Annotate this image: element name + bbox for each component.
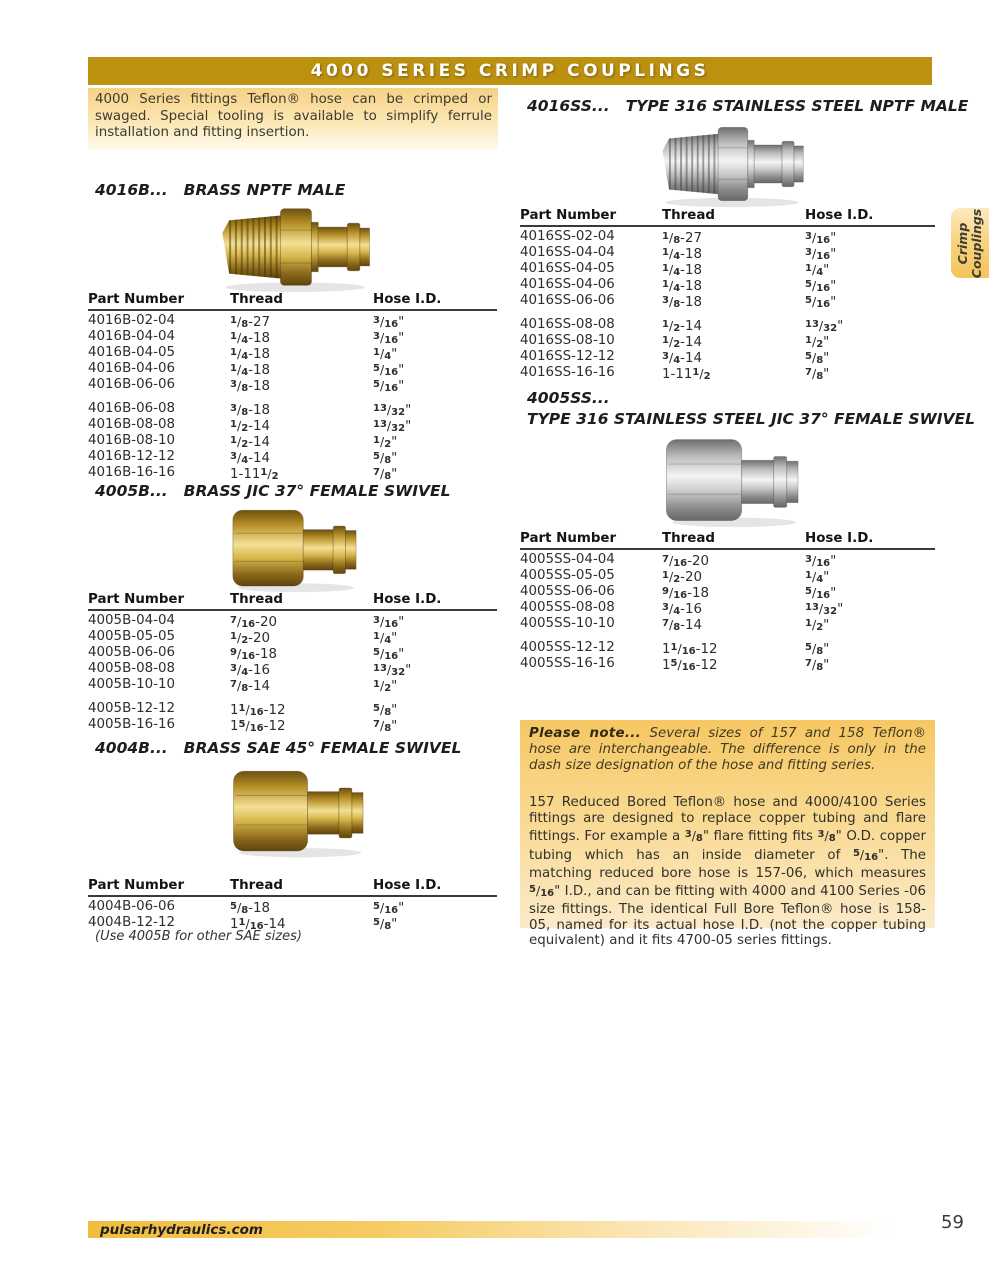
table-cell: $^{13}$/32" bbox=[805, 601, 844, 617]
stainless-jic-female-swivel-fitting-photo bbox=[652, 434, 820, 528]
brass-nptf-male-fitting-photo bbox=[211, 201, 379, 293]
table-cell: $^1$/2" bbox=[805, 334, 830, 350]
fraction: $^1$/4 bbox=[373, 630, 392, 646]
table-cell: $^5$/16" bbox=[373, 362, 405, 378]
table-row bbox=[88, 661, 497, 677]
table-cell: $^1$/4-18 bbox=[230, 362, 271, 378]
table-cell: 4016B-16-16 bbox=[88, 465, 176, 480]
table-cell: $^1$/2" bbox=[373, 434, 398, 450]
stainless-nptf-male-fitting-photo bbox=[649, 120, 815, 208]
table-cell: 4016B-06-08 bbox=[88, 401, 176, 416]
col-header-thread: Thread bbox=[662, 208, 715, 223]
table-cell: $^5$/8" bbox=[373, 916, 398, 932]
table-cell: $^3$/4-16 bbox=[662, 601, 703, 617]
fraction: $^5$/16 bbox=[529, 882, 555, 899]
col-header-hose-id: Hose I.D. bbox=[373, 878, 442, 893]
table-cell: 4004B-06-06 bbox=[88, 899, 176, 914]
fraction: $^5$/16 bbox=[805, 585, 831, 601]
fraction: $^1$/16 bbox=[238, 916, 264, 932]
table-cell: $1^1/16-12$ bbox=[662, 641, 718, 657]
fraction: $^3$/16 bbox=[373, 330, 399, 346]
table-cell: $^1$/8-27 bbox=[662, 230, 703, 246]
fraction: $^5$/16 bbox=[373, 362, 399, 378]
fraction: $^3$/4 bbox=[230, 662, 249, 678]
table-row bbox=[520, 317, 935, 333]
table-row bbox=[520, 229, 935, 245]
table-header-row bbox=[88, 592, 497, 611]
table-body bbox=[520, 227, 935, 381]
table-cell: $^7$/8-14 bbox=[662, 617, 703, 633]
fraction: $^3$/8 bbox=[230, 402, 249, 418]
table-cell: 4016SS-08-10 bbox=[520, 333, 615, 348]
table-row bbox=[88, 465, 497, 481]
table-row bbox=[520, 261, 935, 277]
table-body bbox=[88, 897, 497, 931]
table-row bbox=[520, 245, 935, 261]
table-cell: $^3$/8-18 bbox=[230, 378, 271, 394]
fraction: $^1$/8 bbox=[662, 230, 681, 246]
fraction: $^3$/16 bbox=[373, 614, 399, 630]
table-cell: $^5$/8-18 bbox=[230, 900, 271, 916]
table-cell: $^5$/16" bbox=[805, 278, 837, 294]
fraction: $^3$/8 bbox=[817, 827, 836, 844]
table-cell: $^3$/16" bbox=[373, 614, 405, 630]
table-cell: 4005SS-12-12 bbox=[520, 640, 615, 655]
table-row bbox=[88, 329, 497, 345]
section-title-4005b bbox=[95, 482, 451, 500]
col-header-part-number: Part Number bbox=[88, 592, 185, 607]
fraction: $^7$/8 bbox=[230, 678, 249, 694]
table-header-row bbox=[88, 878, 497, 897]
fraction: $^1$/2 bbox=[230, 418, 249, 434]
table-cell: 4005B-08-08 bbox=[88, 661, 176, 676]
table-cell: 4005SS-05-05 bbox=[520, 568, 615, 583]
table-cell: $^7$/16-20 bbox=[230, 614, 277, 630]
table-cell: $^7$/8" bbox=[373, 466, 398, 482]
fraction: $^1$/16 bbox=[238, 702, 264, 718]
table-row bbox=[520, 640, 935, 656]
table-cell: $^1$/4-18 bbox=[662, 246, 703, 262]
table-cell: $^7$/8" bbox=[373, 718, 398, 734]
table-cell: 4005SS-10-10 bbox=[520, 616, 615, 631]
brass-jic-female-swivel-fitting-photo bbox=[222, 505, 374, 593]
table-row bbox=[88, 899, 497, 915]
table-cell: 4016SS-12-12 bbox=[520, 349, 615, 364]
fraction: $^3$/16 bbox=[805, 230, 831, 246]
section-name: BRASS SAE 45° FEMALE SWIVEL bbox=[183, 739, 462, 757]
fraction: $^{13}$/32 bbox=[373, 402, 406, 418]
fraction: $^1$/2 bbox=[373, 434, 392, 450]
fraction: $^7$/8 bbox=[805, 366, 824, 382]
table-row bbox=[520, 365, 935, 381]
table-cell: $^1$/4-18 bbox=[662, 262, 703, 278]
table-row bbox=[88, 417, 497, 433]
table-cell: 4016B-08-10 bbox=[88, 433, 176, 448]
table-cell: $^7$/8" bbox=[805, 657, 830, 673]
col-header-thread: Thread bbox=[230, 592, 283, 607]
fraction: $^3$/16 bbox=[373, 314, 399, 330]
fraction: $^5$/8 bbox=[373, 702, 392, 718]
fraction: $^5$/16 bbox=[373, 900, 399, 916]
fraction: $^1$/4 bbox=[230, 362, 249, 378]
table-row bbox=[520, 293, 935, 309]
table-cell: $1^1/16-14$ bbox=[230, 916, 286, 932]
table-cell: 4005B-16-16 bbox=[88, 717, 176, 732]
table-cell: $1^5/16-12$ bbox=[662, 657, 718, 673]
fraction: $^1$/4 bbox=[662, 262, 681, 278]
table-row bbox=[520, 568, 935, 584]
page-number: 59 bbox=[941, 1212, 964, 1233]
table-row bbox=[88, 361, 497, 377]
table-header-row bbox=[520, 531, 935, 550]
section-code: 4016SS... bbox=[527, 97, 610, 115]
section-title-4004b bbox=[95, 739, 461, 757]
table-cell: 4016B-06-06 bbox=[88, 377, 176, 392]
fraction: $^3$/4 bbox=[662, 350, 681, 366]
table-cell: 4005B-06-06 bbox=[88, 645, 176, 660]
table-cell: 4016B-04-05 bbox=[88, 345, 176, 360]
table-cell: 4016SS-08-08 bbox=[520, 317, 615, 332]
table-cell: 4016SS-04-05 bbox=[520, 261, 615, 276]
fraction: $^5$/16 bbox=[852, 847, 879, 864]
table-row bbox=[520, 600, 935, 616]
fraction: $^{13}$/32 bbox=[373, 662, 406, 678]
parts-table-4005ss bbox=[520, 531, 935, 672]
table-cell: $^5$/16" bbox=[373, 900, 405, 916]
table-row bbox=[88, 613, 497, 629]
fraction: $^7$/8 bbox=[373, 718, 392, 734]
table-row bbox=[88, 629, 497, 645]
table-cell: $1-11^1/2$ bbox=[662, 366, 711, 382]
table-cell: $^5$/16" bbox=[805, 585, 837, 601]
col-header-hose-id: Hose I.D. bbox=[805, 208, 874, 223]
table-cell: $^1$/2-20 bbox=[662, 569, 703, 585]
table-cell: $^3$/8-18 bbox=[662, 294, 703, 310]
fraction: $^7$/8 bbox=[373, 466, 392, 482]
fraction: $^5$/16 bbox=[373, 646, 399, 662]
table-row bbox=[88, 345, 497, 361]
table-cell: $^{13}$/32" bbox=[373, 662, 412, 678]
table-cell: $^1$/2-20 bbox=[230, 630, 271, 646]
table-row bbox=[520, 584, 935, 600]
table-row bbox=[88, 377, 497, 393]
please-note-box bbox=[520, 720, 935, 949]
fraction: $^1$/2 bbox=[230, 434, 249, 450]
table-cell: $^1$/2" bbox=[805, 617, 830, 633]
table-cell: $^1$/4" bbox=[373, 630, 398, 646]
table-cell: $^1$/2-14 bbox=[662, 318, 703, 334]
fraction: $^3$/4 bbox=[230, 450, 249, 466]
col-header-part-number: Part Number bbox=[88, 292, 185, 307]
table-cell: $^1$/2" bbox=[373, 678, 398, 694]
intro-highlight-box bbox=[88, 88, 498, 150]
table-row bbox=[88, 449, 497, 465]
table-cell: $1^5/16-12$ bbox=[230, 718, 286, 734]
parts-table-4005b bbox=[88, 592, 497, 733]
table-cell: $^3$/8-18 bbox=[230, 402, 271, 418]
table-cell: 4016B-12-12 bbox=[88, 449, 176, 464]
fraction: $^1$/4 bbox=[230, 346, 249, 362]
table-body bbox=[520, 550, 935, 672]
table-cell: 4016B-04-06 bbox=[88, 361, 176, 376]
fraction: $^1$/4 bbox=[662, 246, 681, 262]
table-cell: 4005SS-06-06 bbox=[520, 584, 615, 599]
fraction: $^1$/2 bbox=[260, 466, 279, 482]
table-cell: $^3$/4-16 bbox=[230, 662, 271, 678]
table-cell: $1^1/16-12$ bbox=[230, 702, 286, 718]
table-cell: $^9$/16-18 bbox=[230, 646, 277, 662]
section-code: 4016B... bbox=[95, 181, 168, 199]
section-title-4016b bbox=[95, 181, 345, 199]
table-cell: $^3$/16" bbox=[373, 314, 405, 330]
footer-bar bbox=[88, 1221, 908, 1238]
table-cell: 4016SS-04-04 bbox=[520, 245, 615, 260]
table-cell: 4005SS-16-16 bbox=[520, 656, 615, 671]
table-cell: $^3$/16" bbox=[805, 230, 837, 246]
fraction: $^1$/2 bbox=[805, 334, 824, 350]
table-cell: 4005SS-08-08 bbox=[520, 600, 615, 615]
table-cell: 4004B-12-12 bbox=[88, 915, 176, 930]
table-row bbox=[520, 656, 935, 672]
fraction: $^5$/8 bbox=[805, 350, 824, 366]
parts-table-4016ss bbox=[520, 208, 935, 381]
fraction: $^9$/16 bbox=[662, 585, 688, 601]
col-header-thread: Thread bbox=[230, 878, 283, 893]
table-row bbox=[520, 333, 935, 349]
table-cell: $^9$/16-18 bbox=[662, 585, 709, 601]
table-cell: $^5$/8" bbox=[373, 450, 398, 466]
table-cell: $^7$/8-14 bbox=[230, 678, 271, 694]
col-header-hose-id: Hose I.D. bbox=[373, 292, 442, 307]
fraction: $^7$/8 bbox=[662, 617, 681, 633]
table-row bbox=[520, 616, 935, 632]
table-cell: $^1$/2-14 bbox=[230, 434, 271, 450]
table-cell: $^7$/8" bbox=[805, 366, 830, 382]
table-cell: $1-11^1/2$ bbox=[230, 466, 279, 482]
parts-table-4016b bbox=[88, 292, 497, 481]
fraction: $^5$/16 bbox=[238, 718, 264, 734]
section-name: TYPE 316 STAINLESS STEEL JIC 37° FEMALE SWIVEL bbox=[527, 410, 975, 428]
fraction: $^{13}$/32 bbox=[805, 601, 838, 617]
fraction: $^{13}$/32 bbox=[373, 418, 406, 434]
table-cell: $^3$/16" bbox=[805, 246, 837, 262]
table-cell: $^{13}$/32" bbox=[373, 418, 412, 434]
please-note-label: Please note... bbox=[529, 726, 642, 741]
fraction: $^5$/16 bbox=[373, 378, 399, 394]
fraction: $^1$/4 bbox=[805, 569, 824, 585]
table-cell: $^1$/2-14 bbox=[662, 334, 703, 350]
fraction: $^9$/16 bbox=[230, 646, 256, 662]
table-cell: $^{13}$/32" bbox=[805, 318, 844, 334]
col-header-hose-id: Hose I.D. bbox=[805, 531, 874, 546]
table-cell: $^5$/8" bbox=[805, 641, 830, 657]
table-cell: $^1$/8-27 bbox=[230, 314, 271, 330]
table-cell: 4005B-10-10 bbox=[88, 677, 176, 692]
table-row bbox=[88, 645, 497, 661]
table-cell: 4016B-04-04 bbox=[88, 329, 176, 344]
crimp-couplings-tab-label: Crimp Couplings bbox=[955, 208, 984, 278]
section-code: 4005SS... bbox=[527, 389, 610, 407]
fraction: $^3$/16 bbox=[805, 246, 831, 262]
fraction: $^3$/8 bbox=[662, 294, 681, 310]
fraction: $^5$/8 bbox=[805, 641, 824, 657]
table-cell: $^5$/16" bbox=[373, 378, 405, 394]
fraction: $^5$/16 bbox=[805, 294, 831, 310]
table-row bbox=[88, 401, 497, 417]
fraction: $^{13}$/32 bbox=[805, 318, 838, 334]
table-cell: $^1$/4-18 bbox=[662, 278, 703, 294]
table-row bbox=[520, 349, 935, 365]
table-cell: 4016B-02-04 bbox=[88, 313, 176, 328]
table-cell: 4016SS-06-06 bbox=[520, 293, 615, 308]
fraction: $^3$/8 bbox=[684, 827, 703, 844]
table-cell: 4016SS-02-04 bbox=[520, 229, 615, 244]
table-cell: $^1$/4-18 bbox=[230, 330, 271, 346]
fraction: $^5$/8 bbox=[230, 900, 249, 916]
fraction: $^3$/8 bbox=[230, 378, 249, 394]
table-row bbox=[88, 433, 497, 449]
table-row bbox=[88, 313, 497, 329]
section-title-4016ss bbox=[527, 97, 968, 115]
fraction: $^3$/16 bbox=[805, 553, 831, 569]
intro-text: 4000 Series fittings Teflon® hose can be crimped or swaged. Special tooling is available to simplify ferrule installation and fitting insertion. bbox=[95, 92, 492, 140]
table-row bbox=[520, 277, 935, 293]
table-body bbox=[88, 611, 497, 733]
table-row bbox=[88, 717, 497, 733]
fraction: $^7$/8 bbox=[805, 657, 824, 673]
fraction: $^5$/8 bbox=[373, 450, 392, 466]
col-header-part-number: Part Number bbox=[520, 208, 617, 223]
sae-sizes-footnote: (Use 4005B for other SAE sizes) bbox=[95, 929, 302, 944]
section-name: BRASS JIC 37° FEMALE SWIVEL bbox=[183, 482, 451, 500]
fraction: $^1$/2 bbox=[373, 678, 392, 694]
table-cell: $^3$/4-14 bbox=[230, 450, 271, 466]
fraction: $^1$/4 bbox=[662, 278, 681, 294]
section-name: BRASS NPTF MALE bbox=[183, 181, 346, 199]
table-row bbox=[88, 701, 497, 717]
footer-url[interactable]: pulsarhydraulics.com bbox=[100, 1221, 263, 1238]
table-cell: $^1$/2-14 bbox=[230, 418, 271, 434]
fraction: $^7$/16 bbox=[230, 614, 256, 630]
section-code: 4005B... bbox=[95, 482, 168, 500]
table-cell: 4005SS-04-04 bbox=[520, 552, 615, 567]
col-header-thread: Thread bbox=[230, 292, 283, 307]
table-cell: $^5$/8" bbox=[373, 702, 398, 718]
table-cell: $^3$/16" bbox=[805, 553, 837, 569]
fraction: $^5$/16 bbox=[805, 278, 831, 294]
table-cell: $^1$/4-18 bbox=[230, 346, 271, 362]
please-note-paragraph bbox=[529, 726, 926, 774]
table-cell: 4016B-08-08 bbox=[88, 417, 176, 432]
table-cell: 4016SS-16-16 bbox=[520, 365, 615, 380]
table-row bbox=[88, 677, 497, 693]
fraction: $^1$/16 bbox=[670, 641, 696, 657]
table-cell: $^1$/4" bbox=[805, 569, 830, 585]
col-header-hose-id: Hose I.D. bbox=[373, 592, 442, 607]
col-header-part-number: Part Number bbox=[88, 878, 185, 893]
table-cell: $^3$/16" bbox=[373, 330, 405, 346]
table-body bbox=[88, 311, 497, 481]
fraction: $^3$/4 bbox=[662, 601, 681, 617]
teflon-hose-paragraph: 157 Reduced Bored Teflon® hose and 4000/4100 Series fittings are designed to replace copper tubing and flare fittings. For example a $^3$/8" flare fitting fits $^3$/8" O.D. copper tubing which has an inside diameter of $^5$/16". The matching reduced bore hose is 157-06, which measures $^5$/16" I.D., and can be fitting with 4000 and 4100 Series -06 size fittings. The identical Full Bore Teflon® hose is 158-05, named for its actual hose I.D. (not the copper tubing equivalent) and it fits 4700-05 series fittings. bbox=[529, 795, 926, 949]
crimp-couplings-side-tab bbox=[951, 208, 989, 278]
fraction: $^1$/2 bbox=[662, 318, 681, 334]
table-cell: $^1$/4" bbox=[373, 346, 398, 362]
section-name: TYPE 316 STAINLESS STEEL NPTF MALE bbox=[625, 97, 969, 115]
fraction: $^7$/16 bbox=[662, 553, 688, 569]
table-cell: 4016SS-04-06 bbox=[520, 277, 615, 292]
fraction: $^5$/8 bbox=[373, 916, 392, 932]
table-cell: 4005B-05-05 bbox=[88, 629, 176, 644]
fraction: $^1$/4 bbox=[373, 346, 392, 362]
table-cell: $^7$/16-20 bbox=[662, 553, 709, 569]
table-header-row bbox=[520, 208, 935, 227]
table-cell: $^5$/16" bbox=[373, 646, 405, 662]
fraction: $^1$/2 bbox=[662, 569, 681, 585]
page-banner-title: 4000 SERIES CRIMP COUPLINGS bbox=[310, 61, 710, 81]
table-cell: $^5$/16" bbox=[805, 294, 837, 310]
table-cell: $^1$/4" bbox=[805, 262, 830, 278]
fraction: $^1$/4 bbox=[230, 330, 249, 346]
col-header-part-number: Part Number bbox=[520, 531, 617, 546]
page-banner bbox=[88, 57, 932, 85]
fraction: $^1$/4 bbox=[805, 262, 824, 278]
table-cell: 4005B-04-04 bbox=[88, 613, 176, 628]
parts-table-4004b bbox=[88, 878, 497, 931]
table-header-row bbox=[88, 292, 497, 311]
fraction: $^1$/2 bbox=[692, 366, 711, 382]
table-row bbox=[520, 552, 935, 568]
section-title-4005ss bbox=[527, 388, 975, 430]
fraction: $^1$/8 bbox=[230, 314, 249, 330]
please-note-text: Several sizes of 157 and 158 Teflon® hose are interchangeable. The difference is only in the dash size designation of the hose and fitting series. bbox=[529, 726, 926, 773]
fraction: $^5$/16 bbox=[670, 657, 696, 673]
section-code: 4004B... bbox=[95, 739, 168, 757]
fraction: $^1$/2 bbox=[805, 617, 824, 633]
col-header-thread: Thread bbox=[662, 531, 715, 546]
table-cell: $^{13}$/32" bbox=[373, 402, 412, 418]
fraction: $^1$/2 bbox=[662, 334, 681, 350]
table-cell: $^3$/4-14 bbox=[662, 350, 703, 366]
table-cell: 4005B-12-12 bbox=[88, 701, 176, 716]
brass-sae-female-swivel-fitting-photo bbox=[228, 763, 376, 861]
fraction: $^1$/2 bbox=[230, 630, 249, 646]
table-cell: $^5$/8" bbox=[805, 350, 830, 366]
